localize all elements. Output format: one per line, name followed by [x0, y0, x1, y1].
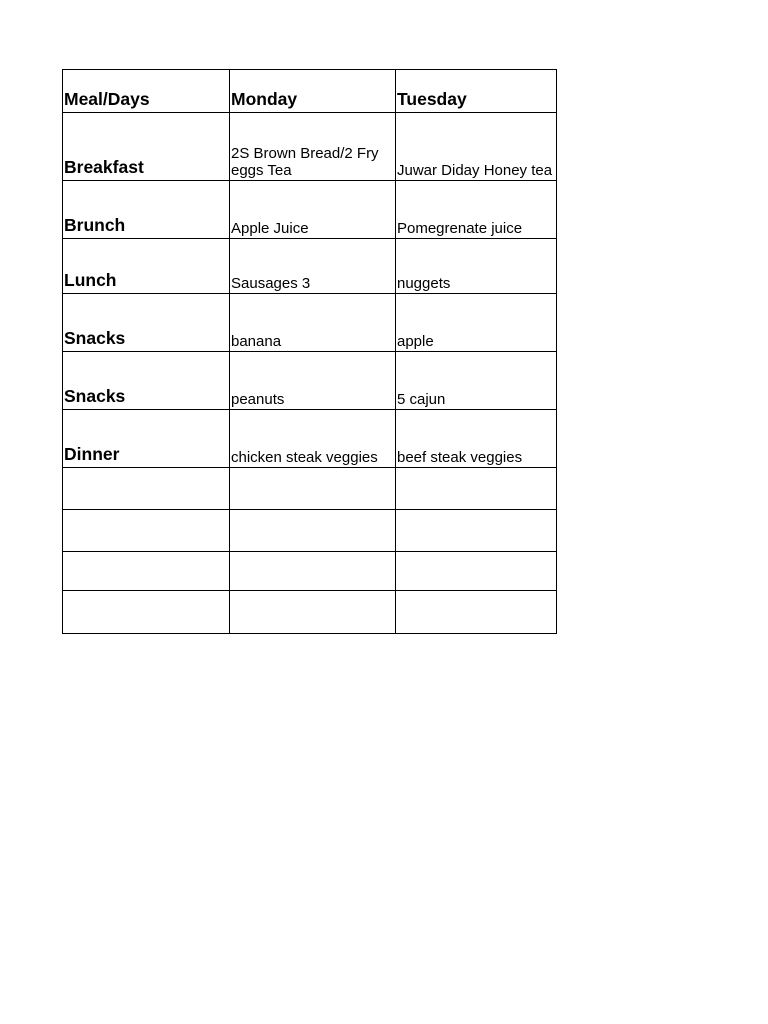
meal-cell — [63, 113, 230, 181]
empty-cell — [63, 591, 230, 634]
tuesday-cell — [396, 294, 557, 352]
empty-cell — [230, 510, 396, 552]
meal-cell — [63, 294, 230, 352]
monday-value: peanuts — [231, 391, 285, 408]
meal-label: Breakfast — [64, 157, 144, 177]
tuesday-value: 5 cajun — [397, 391, 446, 408]
empty-cell — [396, 510, 557, 552]
meal-cell — [63, 181, 230, 239]
header-label: Monday — [231, 89, 298, 109]
empty-cell — [230, 468, 396, 510]
monday-cell — [230, 294, 396, 352]
meal-cell — [63, 352, 230, 410]
tuesday-cell — [396, 113, 557, 181]
empty-cell — [230, 552, 396, 591]
tuesday-value: Juwar Diday Honey tea — [397, 162, 553, 179]
empty-cell — [396, 591, 557, 634]
tuesday-cell — [396, 239, 557, 294]
empty-cell — [230, 591, 396, 634]
monday-value: banana — [231, 333, 282, 350]
table-row — [63, 410, 557, 468]
monday-cell — [230, 113, 396, 181]
empty-cell — [63, 468, 230, 510]
monday-value: Sausages 3 — [231, 275, 311, 292]
tuesday-value: apple — [397, 333, 434, 350]
tuesday-value: nuggets — [397, 275, 451, 292]
empty-row — [63, 552, 557, 591]
monday-value: 2S Brown Bread/2 Fry eggs Tea — [231, 145, 379, 179]
meal-label: Brunch — [64, 215, 126, 235]
tuesday-value: Pomegrenate juice — [397, 220, 523, 237]
meal-label: Dinner — [64, 444, 120, 464]
table-row — [63, 181, 557, 239]
meal-cell — [63, 410, 230, 468]
monday-cell — [230, 410, 396, 468]
table-row — [63, 294, 557, 352]
header-label: Meal/Days — [64, 89, 150, 109]
empty-cell — [63, 510, 230, 552]
tuesday-value: beef steak veggies — [397, 449, 523, 466]
tuesday-cell — [396, 410, 557, 468]
empty-cell — [396, 552, 557, 591]
header-label: Tuesday — [397, 89, 467, 109]
monday-cell — [230, 239, 396, 294]
meal-label: Snacks — [64, 386, 126, 406]
empty-row — [63, 510, 557, 552]
empty-row — [63, 591, 557, 634]
header-cell-tuesday — [396, 70, 557, 113]
monday-value: Apple Juice — [231, 220, 309, 237]
tuesday-cell — [396, 181, 557, 239]
meal-label: Lunch — [64, 270, 117, 290]
table-row — [63, 352, 557, 410]
empty-cell — [396, 468, 557, 510]
monday-cell — [230, 181, 396, 239]
header-cell-meal-days — [63, 70, 230, 113]
header-cell-monday — [230, 70, 396, 113]
meal-cell — [63, 239, 230, 294]
tuesday-cell — [396, 352, 557, 410]
header-row — [63, 70, 557, 113]
table-row — [63, 239, 557, 294]
table-row — [63, 113, 557, 181]
empty-row — [63, 468, 557, 510]
monday-cell — [230, 352, 396, 410]
empty-cell — [63, 552, 230, 591]
meal-plan-table — [62, 69, 557, 634]
meal-label: Snacks — [64, 328, 126, 348]
monday-value: chicken steak veggies — [231, 449, 378, 466]
